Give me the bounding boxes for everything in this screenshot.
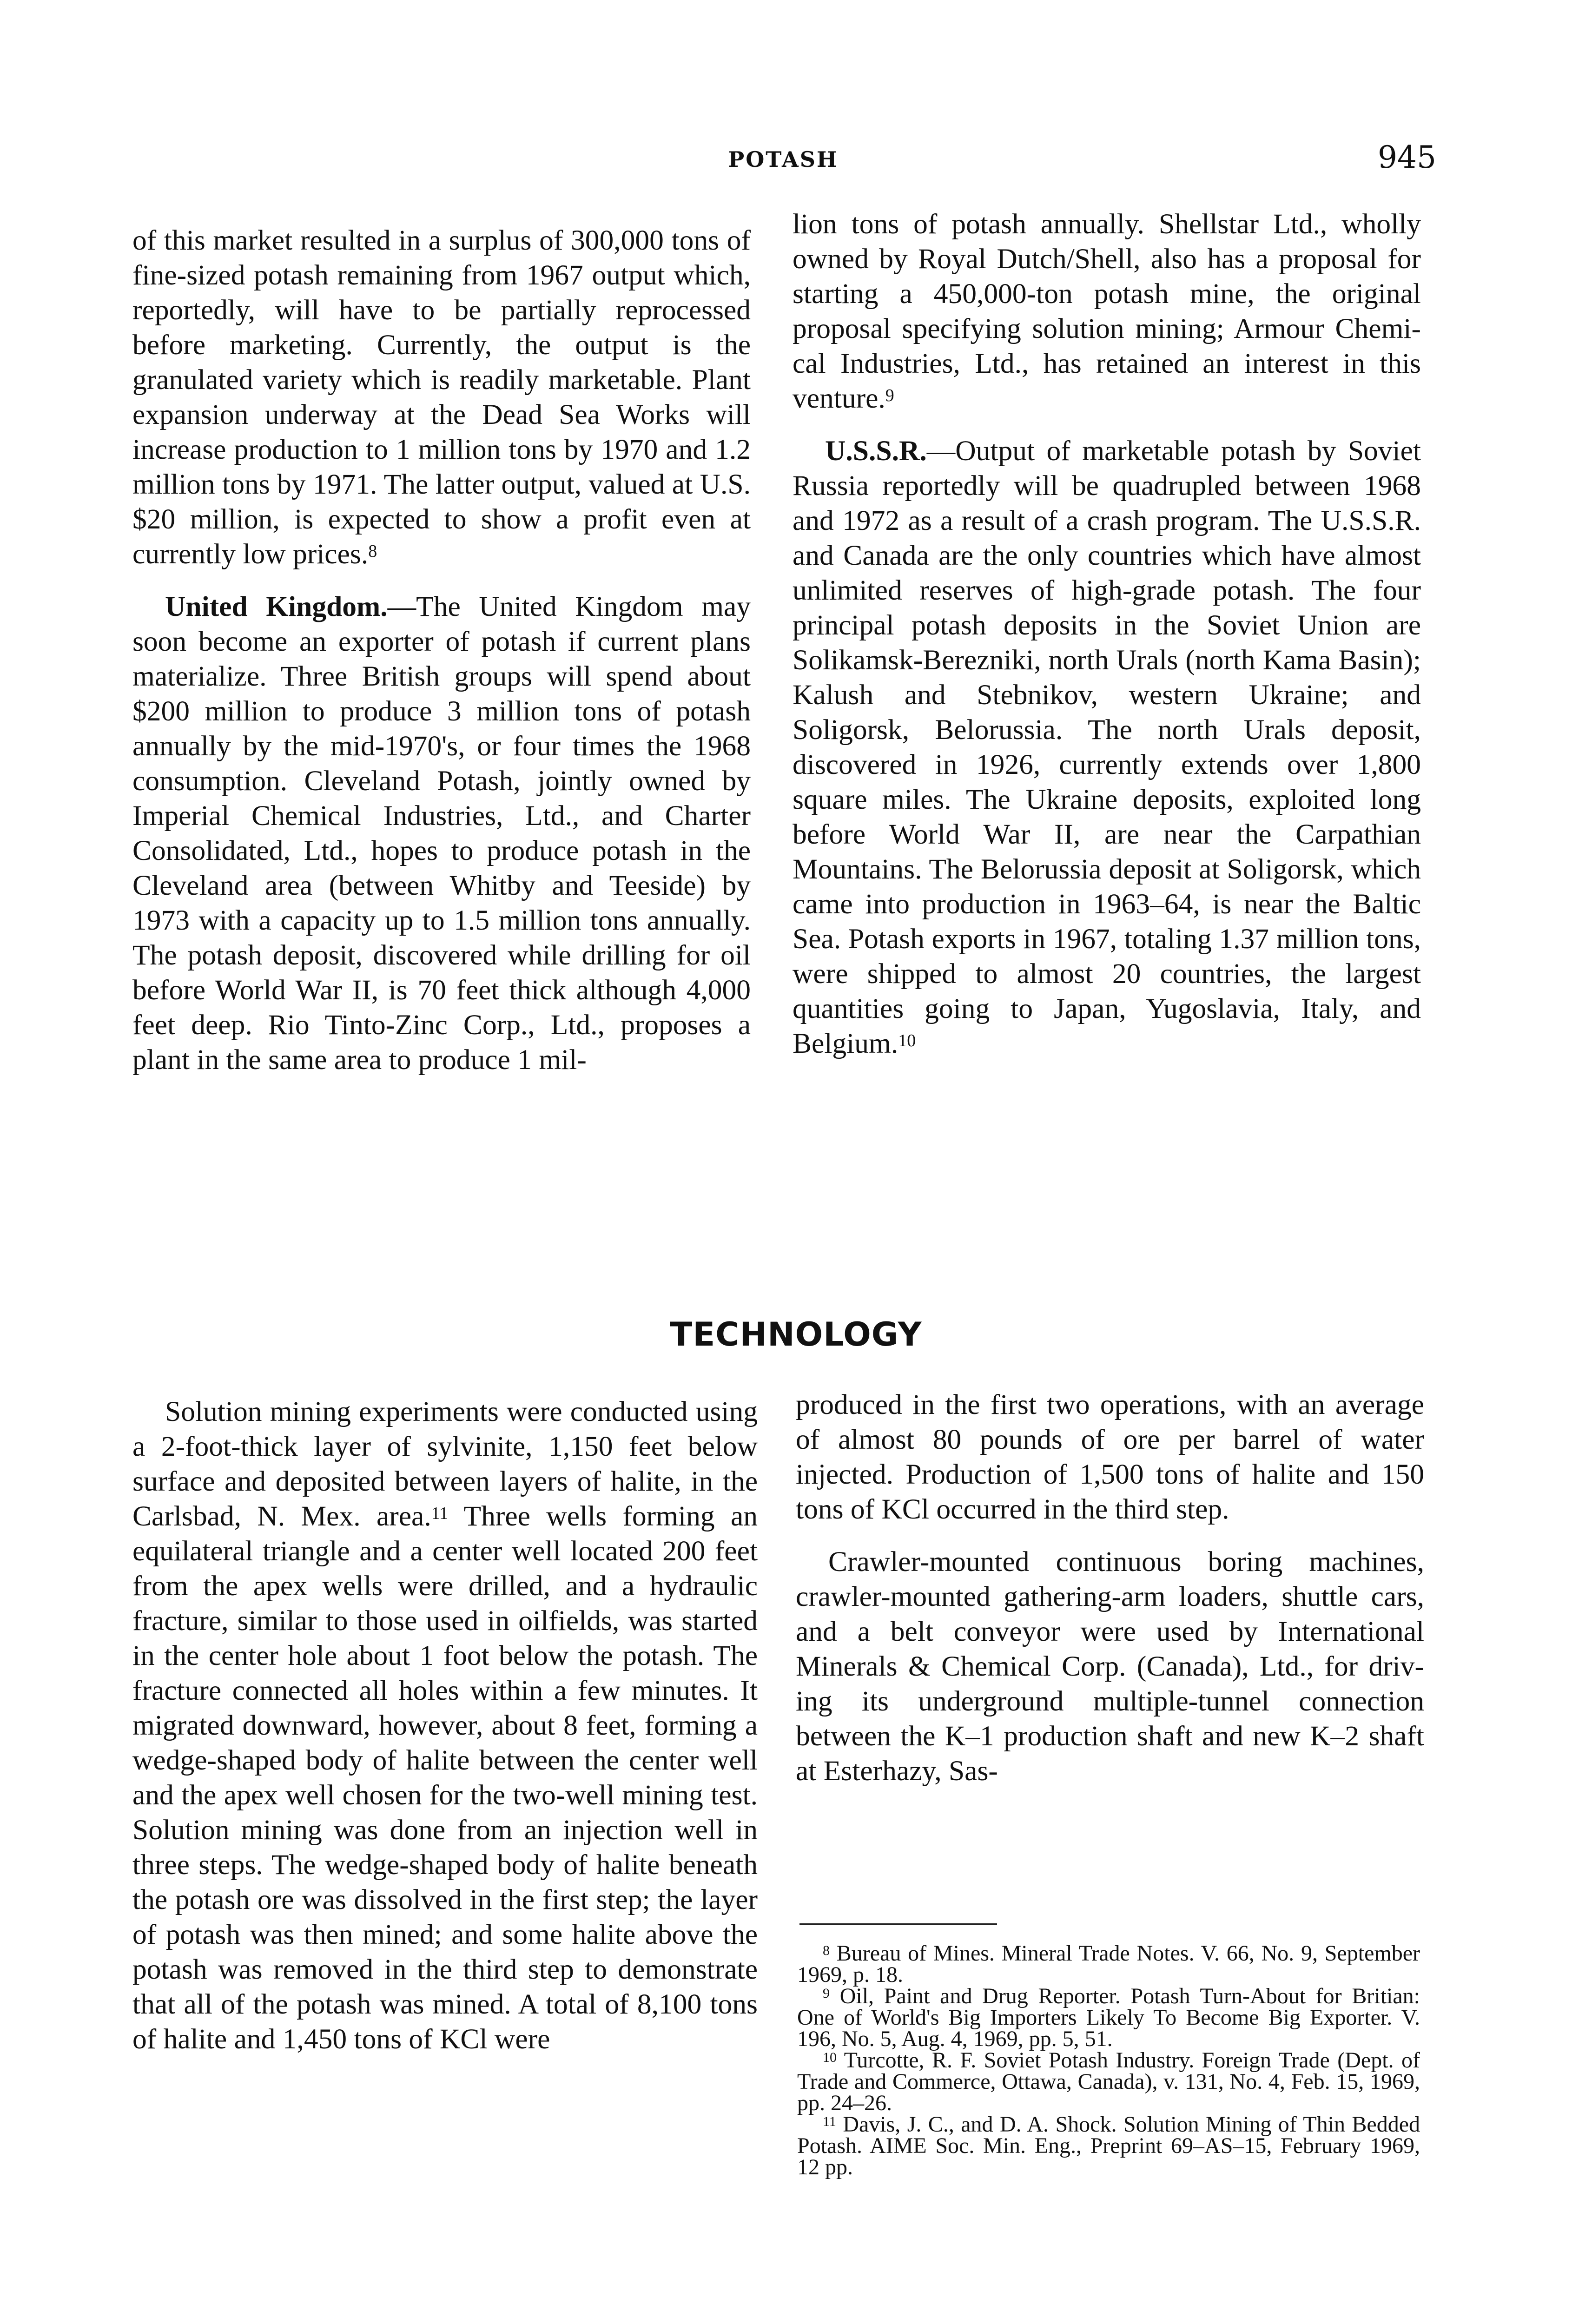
paragraph-text: Solution mining experiments were conducted using a 2-foot-thick layer of sylvinite, 1,150 feet below surface and deposited between layers of halite, in the Carlsbad, N. Mex. area. bbox=[132, 1396, 758, 1532]
paragraph-text: Three wells forming an equilateral triangle and a center well located 200 feet from the apex wells were drilled, and a hydraulic fracture, similar to those used in oilfields, was started in the center hole about 1 foot below the potash. The fracture connected all holes within a few minutes. It migrated downward, however, about 8 feet, forming a wedge-shaped body of halite between the center well and the apex well chosen for the two-well mining test. Solution mining was done from an injection well in three steps. The wedge-shaped body of halite beneath the potash ore was dissolved in the first step; the layer of potash was then mined; and some halite above the potash was removed in the third step to demonstrate that all of the potash was mined. A total of 8,100 tons of halite and 1,450 tons of KCl were bbox=[132, 1500, 758, 2055]
footnote-number: 11 bbox=[823, 2114, 836, 2129]
footnote-number: 9 bbox=[823, 1986, 830, 2001]
footnote-text: Turcotte, R. F. Soviet Potash Industry. Foreign Trade (Dept. of Trade and Commerce, Ottawa, Canada), v. 131, No. 4, Feb. 15, 1969, pp. 24–26. bbox=[797, 2048, 1420, 2115]
paragraph-text: —The United Kingdom may soon become an exporter of potash if current plans materialize. Three British groups will spend about $200 million to produce 3 million tons of potash annually by the mid-1970's, or four times the 1968 consumption. Cleveland Potash, jointly owned by Imperial Chemical Industries, Ltd., and Charter Consolidated, Ltd., hopes to produce potash in the Cleveland area (between Whitby and Teeside) by 1973 with a capacity up to 1.5 million tons annually. The potash deposit, discovered while drilling for oil before World War II, is 70 feet thick although 4,000 feet deep. Rio Tinto-Zinc Corp., Ltd., proposes a plant in the same area to produce 1 mil- bbox=[132, 591, 751, 1076]
column-bottom-right bbox=[796, 1387, 1424, 1789]
footnote-text: Davis, J. C., and D. A. Shock. Solution Mining of Thin Bedded Potash. AIME Soc. Min. Eng., Preprint 69–AS–15, February 1969, 12 pp. bbox=[797, 2112, 1420, 2179]
page-number: 945 bbox=[1378, 139, 1436, 175]
footnote-number: 10 bbox=[823, 2050, 837, 2065]
footnote-text: Bureau of Mines. Mineral Trade Notes. V. 66, No. 9, September 1969, p. 18. bbox=[797, 1941, 1420, 1987]
column-bottom-left bbox=[132, 1394, 758, 2057]
country-heading: U.S.S.R. bbox=[825, 435, 927, 467]
country-heading: United Kingdom. bbox=[165, 591, 388, 622]
column-top-left bbox=[132, 223, 751, 1077]
running-head bbox=[130, 139, 1436, 191]
footnote-ref: 10 bbox=[898, 1031, 916, 1050]
running-title: POTASH bbox=[728, 147, 839, 172]
footnote-9 bbox=[797, 1986, 1420, 2050]
paragraph-solution-mining bbox=[132, 1394, 758, 2057]
column-top-right bbox=[793, 207, 1421, 1061]
footnote-10 bbox=[797, 2050, 1420, 2114]
paragraph-united-kingdom bbox=[132, 589, 751, 1077]
paragraph-uk-continued bbox=[793, 207, 1421, 416]
footnotes bbox=[797, 1943, 1420, 2178]
paragraph-israel-continued bbox=[132, 223, 751, 572]
footnote-ref: 9 bbox=[885, 386, 894, 405]
footnote-8 bbox=[797, 1943, 1420, 1986]
footnote-text: Oil, Paint and Drug Reporter. Potash Turn-About for Britian: One of World's Big Importers Likely To Become Big Exporter. V. 196, No. 5, Aug. 4, 1969, pp. 5, 51. bbox=[797, 1984, 1420, 2051]
paragraph-crawler-machines: Crawler-mounted continuous boring machines, crawler-mounted gathering-arm loaders, shuttle cars, and a belt conveyor were used by International Minerals & Chemical Corp. (Canada), Ltd., for driving its underground multiple-tunnel connection between the K–1 production shaft and new K–2 shaft at Esterhazy, Sas- bbox=[796, 1546, 1424, 1787]
paragraph-text: lion tons of potash annually. Shellstar Ltd., wholly owned by Royal Dutch/Shell, also has a proposal for starting a 450,000-ton potash mine, the original proposal specifying solution mining; Armour Chemical Industries, Ltd., has retained an interest in this venture. bbox=[793, 208, 1421, 414]
footnote-ref: 8 bbox=[368, 541, 377, 561]
paragraph-text: —Output of marketable potash by Soviet Russia reportedly will be quadrupled between 1968 and 1972 as a result of a crash program. The U.S.S.R. and Canada are the only countries which have almost unlimited reserves of high-grade potash. The four principal potash deposits in the Soviet Union are Solikamsk-Berezniki, north Urals (north Kama Basin); Kalush and Stebnikov, western Ukraine; and Soligorsk, Belorussia. The north Urals deposit, discovered in 1926, currently extends over 1,800 square miles. The Ukraine deposits, exploited long before World War II, are near the Carpathian Mountains. The Belorussia deposit at Soligorsk, which came into production in 1963–64, is near the Baltic Sea. Potash exports in 1967, totaling 1.37 million tons, were shipped to almost 20 countries, the largest quantities going to Japan, Yugoslavia, Italy, and Belgium. bbox=[793, 435, 1421, 1059]
paragraph-ussr bbox=[793, 434, 1421, 1061]
footnote-divider bbox=[799, 1923, 997, 1925]
footnote-ref: 11 bbox=[431, 1504, 449, 1523]
footnote-number: 8 bbox=[823, 1943, 830, 1958]
paragraph-solution-mining-continued: produced in the first two operations, with an average of almost 80 pounds of ore per barrel of water injected. Production of 1,500 tons of halite and 150 tons of KCl occurred in the third step. bbox=[796, 1389, 1424, 1525]
section-heading-technology: TECHNOLOGY bbox=[670, 1315, 922, 1353]
footnote-11 bbox=[797, 2114, 1420, 2178]
paragraph-text: of this market resulted in a surplus of 300,000 tons of fine-sized potash remaining from 1967 output which, reportedly, will have to be partially reprocessed before marketing. Currently, the output is the granulated variety which is readily marketable. Plant expansion underway at the Dead Sea Works will increase production to 1 million tons by 1970 and 1.2 million tons by 1971. The latter output, valued at U.S. $20 million, is expected to show a profit even at currently low prices. bbox=[132, 224, 751, 570]
